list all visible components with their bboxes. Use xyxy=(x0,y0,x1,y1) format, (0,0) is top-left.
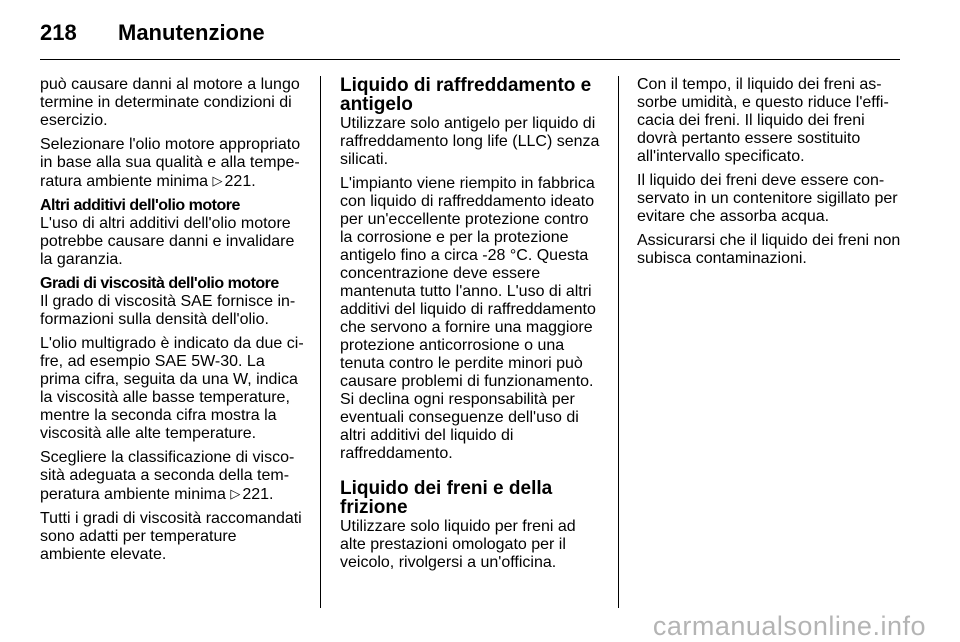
heading-coolant: Liquido di raffreddamento e antigelo xyxy=(340,75,592,115)
page-number: 218 xyxy=(40,20,77,45)
column-divider xyxy=(320,76,321,608)
paragraph-coolant-type: Utilizzare solo antigelo per liquido di raffreddamento long life (LLC) senza silicati. xyxy=(340,115,600,168)
page-reference-arrow-icon: ▷ xyxy=(212,173,223,188)
subheading-viscosity: Gradi di viscosità dell'olio motore xyxy=(40,275,279,292)
page-reference-number: 221. xyxy=(242,486,274,503)
column-3 xyxy=(637,76,901,274)
paragraph-engine-damage: può causare danni al motore a lungo termine in determinate condizioni di esercizio. xyxy=(40,76,300,129)
page-title: Manutenzione xyxy=(118,20,265,45)
paragraph-brake-fluid-contamination: Assicurarsi che il liquido dei freni non subisca contaminazioni. xyxy=(637,232,901,267)
header-rule xyxy=(40,59,900,60)
page-reference-number: 221. xyxy=(224,173,256,190)
watermark: carmanualsonline.info xyxy=(652,611,926,641)
column-1 xyxy=(40,76,304,570)
page-header xyxy=(40,18,920,48)
paragraph-oil-additives: L'uso di altri additivi dell'olio motore potrebbe causare danni e invalidare la garanzia. xyxy=(40,215,295,268)
paragraph-brake-fluid-moisture: Con il tempo, il liquido dei freni assorbe umidità, e questo riduce l'efficacia dei freni. Il liquido dei freni dovrà pertanto essere sostituito all'intervallo specificato. xyxy=(637,76,889,165)
page-reference-arrow-icon: ▷ xyxy=(230,486,241,501)
paragraph-coolant-details: L'impianto viene riempito in fabbrica con liquido di raffreddamento ideato per un'eccellente protezione contro la corrosione e per la protezione antigelo fino a circa -28 °C. Questa concentrazione deve essere mantenuta tutto l'anno. L'uso di altri additivi del liquido di raffreddamento che servono a fornire una maggiore protezione anticorrosione o una tenuta contro le perdite minori può causare problemi di funzionamento. Si declina ogni responsabilità per eventuali conseguenze dell'uso di altri additivi del liquido di raffreddamento. xyxy=(340,175,596,462)
paragraph-sae-grade: Il grado di viscosità SAE fornisce informazioni sulla densità dell'olio. xyxy=(40,293,296,328)
paragraph-choose-viscosity-text: Scegliere la classificazione di viscosità adeguata a seconda della temperatura ambiente minima xyxy=(40,449,295,503)
column-2 xyxy=(340,76,604,578)
subheading-oil-additives: Altri additivi dell'olio motore xyxy=(40,197,240,214)
paragraph-choose-viscosity xyxy=(40,449,304,504)
paragraph-multigrade: L'olio multigrado è indicato da due cifre, ad esempio SAE 5W-30. La prima cifra, seguita da una W, indica la viscosità alle basse temperature, mentre la seconda cifra mostra la viscosità alle alte temperature. xyxy=(40,335,304,442)
column-divider xyxy=(618,76,619,608)
paragraph-recommended-grades: Tutti i gradi di viscosità raccomandati sono adatti per temperature ambiente elevate. xyxy=(40,510,302,563)
page-reference[interactable] xyxy=(213,173,256,190)
paragraph-brake-fluid-type: Utilizzare solo liquido per freni ad alte prestazioni omologato per il veicolo, rivolgersi a un'officina. xyxy=(340,518,576,571)
page-reference[interactable] xyxy=(230,486,273,503)
heading-brake-fluid: Liquido dei freni e della frizione xyxy=(340,478,553,518)
paragraph-select-oil-text: Selezionare l'olio motore appropriato in base alla sua qualità e alla temperatura ambiente minima xyxy=(40,136,301,190)
paragraph-select-oil xyxy=(40,136,304,191)
paragraph-brake-fluid-storage: Il liquido dei freni deve essere conservato in un contenitore sigillato per evitare che assorba acqua. xyxy=(637,172,898,225)
